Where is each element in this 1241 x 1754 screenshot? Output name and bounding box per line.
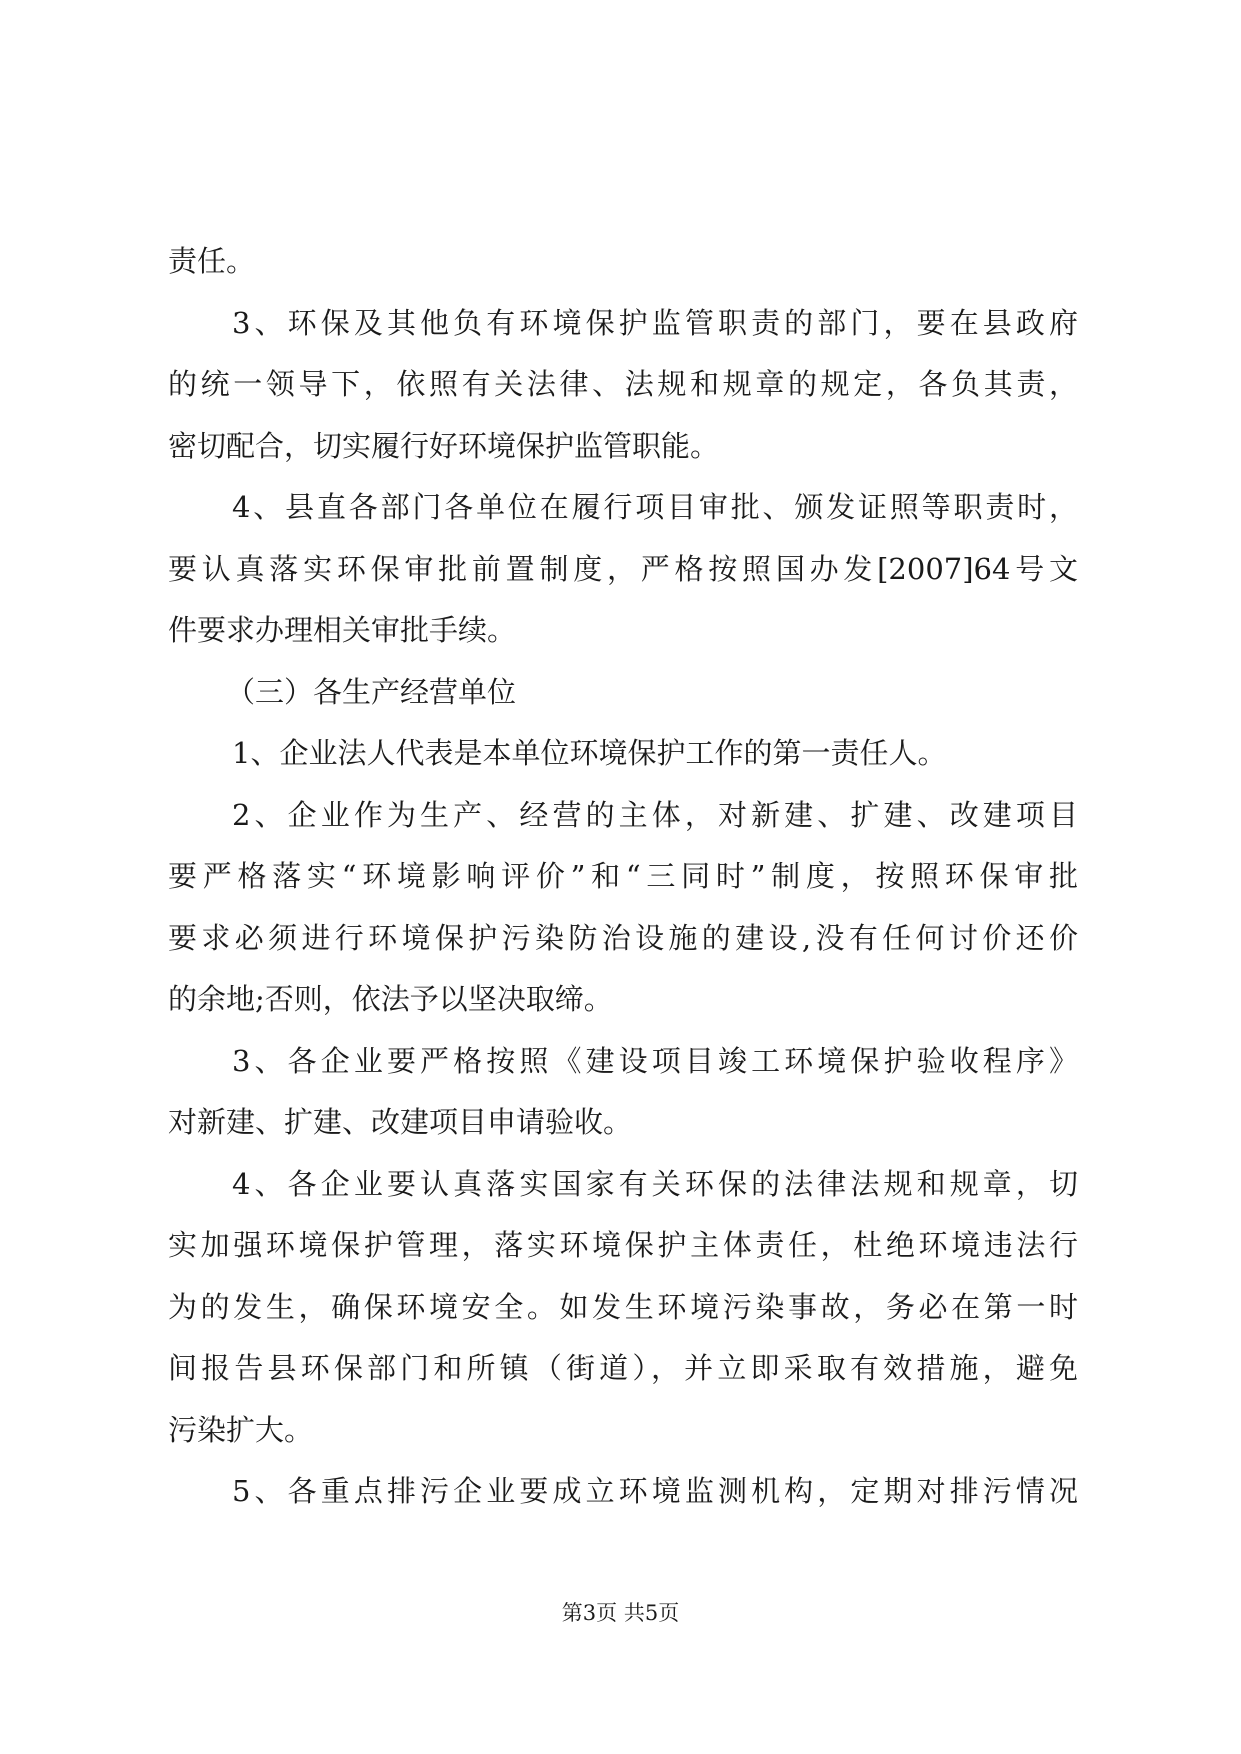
- text-line: 件要求办理相关审批手续。: [168, 613, 517, 647]
- text-line: 4、县直各部门各单位在履行项目审批、颁发证照等职责时，: [232, 490, 1078, 524]
- document-body: [168, 231, 1078, 1523]
- text-line: 的统一领导下，依照有关法律、法规和规章的规定，各负其责，: [168, 367, 1078, 401]
- text-line: 对新建、扩建、改建项目申请验收。: [168, 1105, 633, 1139]
- text-line: 污染扩大。: [168, 1412, 314, 1447]
- text-line: 为的发生，确保环境安全。如发生环境污染事故，务必在第一时: [168, 1289, 1078, 1324]
- text-line: 3、环保及其他负有环境保护监管职责的部门，要在县政府: [232, 305, 1078, 340]
- text-line: 5、各重点排污企业要成立环境监测机构，定期对排污情况: [232, 1474, 1078, 1508]
- text-line: 要求必须进行环境保护污染防治设施的建设,没有任何讨价还价: [168, 920, 1078, 955]
- text-line: 1、企业法人代表是本单位环境保护工作的第一责任人。: [232, 736, 947, 770]
- text-line: 3、各企业要严格按照《建设项目竣工环境保护验收程序》: [232, 1043, 1078, 1078]
- text-line: 责任。: [168, 244, 256, 278]
- text-line: 4、各企业要认真落实国家有关环保的法律法规和规章，切: [232, 1166, 1078, 1201]
- section-heading: （三）各生产经营单位: [226, 674, 517, 709]
- text-line: 间报告县环保部门和所镇（街道），并立即采取有效措施，避免: [168, 1351, 1078, 1385]
- text-line: 实加强环境保护管理，落实环境保护主体责任，杜绝环境违法行: [168, 1228, 1078, 1262]
- text-line: 要认真落实环保审批前置制度，严格按照国办发[2007]64号文: [168, 551, 1078, 586]
- text-line: 密切配合，切实履行好环境保护监管职能。: [168, 428, 720, 463]
- text-line: 要严格落实“环境影响评价”和“三同时”制度，按照环保审批: [168, 859, 1078, 893]
- page-footer: 第3页 共5页: [561, 1601, 680, 1625]
- text-line: 的余地;否则，依法予以坚决取缔。: [168, 982, 613, 1016]
- text-line: 2、企业作为生产、经营的主体，对新建、扩建、改建项目: [232, 797, 1078, 832]
